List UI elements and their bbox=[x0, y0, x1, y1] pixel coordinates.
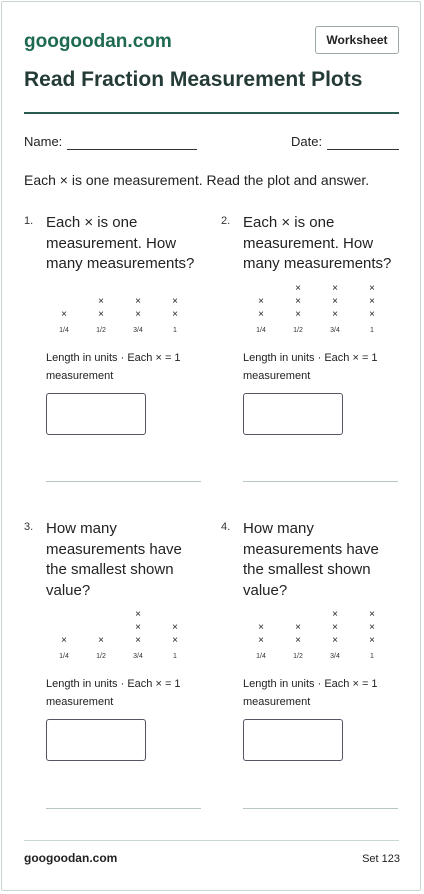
title-divider bbox=[24, 112, 399, 114]
problem-number: 4. bbox=[221, 521, 231, 533]
footer-set-label: Set 123 bbox=[362, 853, 400, 865]
measurement-mark: × bbox=[172, 635, 178, 646]
problem-4 bbox=[221, 519, 401, 809]
measurement-mark: × bbox=[295, 283, 301, 294]
instructions: Each × is one measurement. Read the plot and answer. bbox=[24, 172, 370, 188]
tick-label: 1 bbox=[173, 653, 177, 660]
tick-label: 3/4 bbox=[330, 653, 340, 660]
problem-number: 1. bbox=[24, 215, 34, 227]
problem-question: Each × is one measurement. How many measurements? bbox=[46, 214, 195, 272]
line-plot bbox=[46, 297, 186, 357]
measurement-mark: × bbox=[332, 283, 338, 294]
measurement-mark: × bbox=[332, 296, 338, 307]
tick-label: 1/4 bbox=[59, 653, 69, 660]
brand-logo-text[interactable]: googoodan.com bbox=[24, 31, 172, 52]
measurement-mark: × bbox=[258, 296, 264, 307]
measurement-mark: × bbox=[61, 635, 67, 646]
problem-question: Each × is one measurement. How many measurements? bbox=[243, 214, 392, 272]
answer-box[interactable] bbox=[46, 393, 146, 435]
work-line bbox=[46, 481, 201, 482]
measurement-mark: × bbox=[295, 635, 301, 646]
tick-label: 1/2 bbox=[96, 653, 106, 660]
measurement-mark: × bbox=[369, 283, 375, 294]
measurement-mark: × bbox=[172, 296, 178, 307]
footer-divider bbox=[24, 840, 399, 841]
plot-caption: Length in units · Each × = 1 measurement bbox=[46, 352, 181, 382]
answer-box[interactable] bbox=[243, 393, 343, 435]
measurement-mark: × bbox=[98, 309, 104, 320]
measurement-mark: × bbox=[61, 309, 67, 320]
measurement-mark: × bbox=[295, 309, 301, 320]
measurement-mark: × bbox=[135, 296, 141, 307]
measurement-mark: × bbox=[332, 309, 338, 320]
name-label: Name: bbox=[24, 134, 63, 149]
measurement-mark: × bbox=[369, 622, 375, 633]
work-line bbox=[243, 808, 398, 809]
tick-label: 1/4 bbox=[256, 653, 266, 660]
measurement-mark: × bbox=[369, 635, 375, 646]
measurement-mark: × bbox=[135, 635, 141, 646]
worksheet-badge[interactable]: Worksheet bbox=[315, 26, 399, 54]
problem-3 bbox=[24, 519, 204, 809]
measurement-mark: × bbox=[369, 609, 375, 620]
footer-brand[interactable]: googoodan.com bbox=[24, 851, 118, 865]
problem-1 bbox=[24, 213, 204, 503]
line-plot bbox=[243, 284, 383, 344]
measurement-mark: × bbox=[258, 622, 264, 633]
measurement-mark: × bbox=[258, 309, 264, 320]
measurement-mark: × bbox=[332, 635, 338, 646]
measurement-mark: × bbox=[369, 296, 375, 307]
measurement-mark: × bbox=[332, 609, 338, 620]
measurement-mark: × bbox=[98, 635, 104, 646]
plot-caption: Length in units · Each × = 1 measurement bbox=[243, 352, 378, 382]
problem-2 bbox=[221, 213, 401, 503]
tick-label: 1 bbox=[173, 327, 177, 334]
problem-question: How many measurements have the smallest shown value? bbox=[46, 520, 182, 599]
measurement-mark: × bbox=[295, 296, 301, 307]
tick-label: 1/2 bbox=[293, 327, 303, 334]
answer-box[interactable] bbox=[243, 719, 343, 761]
measurement-mark: × bbox=[369, 309, 375, 320]
work-line bbox=[46, 808, 201, 809]
tick-label: 1/2 bbox=[293, 653, 303, 660]
measurement-mark: × bbox=[98, 296, 104, 307]
plot-caption: Length in units · Each × = 1 measurement bbox=[243, 678, 378, 708]
tick-label: 3/4 bbox=[133, 327, 143, 334]
line-plot bbox=[243, 610, 383, 670]
problem-number: 3. bbox=[24, 521, 34, 533]
answer-box[interactable] bbox=[46, 719, 146, 761]
problem-question: How many measurements have the smallest shown value? bbox=[243, 520, 379, 599]
plot-caption: Length in units · Each × = 1 measurement bbox=[46, 678, 181, 708]
line-plot bbox=[46, 610, 186, 670]
measurement-mark: × bbox=[172, 622, 178, 633]
measurement-mark: × bbox=[135, 609, 141, 620]
measurement-mark: × bbox=[135, 622, 141, 633]
tick-label: 3/4 bbox=[330, 327, 340, 334]
tick-label: 1/4 bbox=[59, 327, 69, 334]
measurement-mark: × bbox=[172, 309, 178, 320]
tick-label: 1 bbox=[370, 327, 374, 334]
tick-label: 1/2 bbox=[96, 327, 106, 334]
measurement-mark: × bbox=[135, 309, 141, 320]
date-input-line[interactable] bbox=[327, 149, 399, 150]
name-input-line[interactable] bbox=[67, 149, 197, 150]
work-line bbox=[243, 481, 398, 482]
page-title: Read Fraction Measurement Plots bbox=[24, 68, 363, 91]
tick-label: 1 bbox=[370, 653, 374, 660]
date-label: Date: bbox=[291, 134, 323, 149]
measurement-mark: × bbox=[332, 622, 338, 633]
tick-label: 3/4 bbox=[133, 653, 143, 660]
problem-number: 2. bbox=[221, 215, 231, 227]
measurement-mark: × bbox=[295, 622, 301, 633]
tick-label: 1/4 bbox=[256, 327, 266, 334]
measurement-mark: × bbox=[258, 635, 264, 646]
